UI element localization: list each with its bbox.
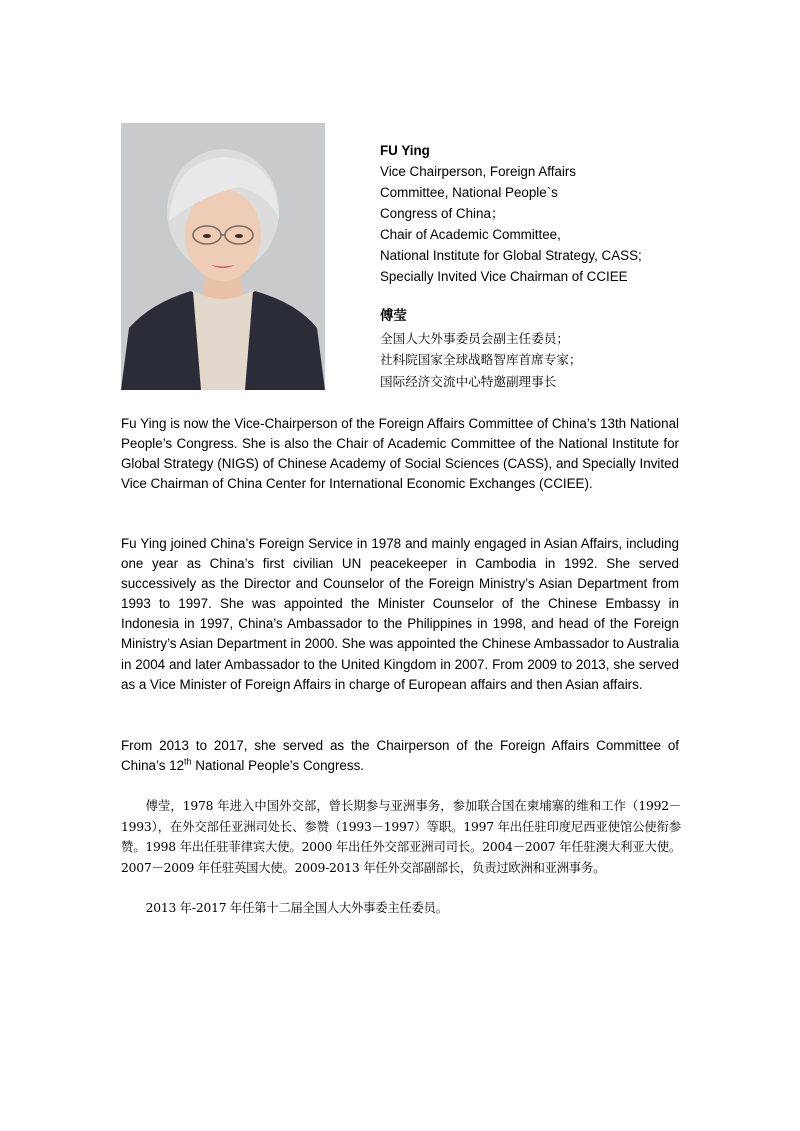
title-line-en: National Institute for Global Strategy, CASS; (380, 248, 642, 263)
title-line-zh: 社科院国家全球战略智库首席专家； (380, 352, 582, 367)
bio-zh-paragraph-career: 傅莹，1978 年进入中国外交部，曾长期参与亚洲事务，参加联合国在柬埔寨的维和工作（1992－1993），在外交部任亚洲司处长、参赞（1993－1997）等职。1997 年出任驻印度尼西亚使馆公使衔参赞。1998 年出任驻菲律宾大使。2000 年出任外交部亚洲司司长。2004－2007 年任驻澳大利亚大使。2007－2009 年任驻英国大使。2009-2013 年任外交部副部长，负责过欧洲和亚洲事务。 (121, 799, 681, 875)
title-line-en: Vice Chairperson, Foreign Affairs (380, 164, 577, 179)
portrait-photo (121, 123, 325, 390)
bio-paragraph-career: Fu Ying joined China’s Foreign Service in 1978 and mainly engaged in Asian Affairs, including one year as China’s first civilian UN peacekeeper in Cambodia in 1992. She served successively as the Director and Counselor of the Foreign Ministry’s Asian Department from 1993 to 1997. She was appointed the Minister Counselor of the Chinese Embassy in Indonesia in 1997, China’s Ambassador to the Philippines in 1998, and head of the Foreign Ministry’s Asian Department in 2000. She was appointed the Chinese Ambassador to Australia in 2004 and later Ambassador to the United Kingdom in 2007. From 2009 to 2013, she served as a Vice Minister of Foreign Affairs in charge of European affairs and then Asian affairs. (121, 536, 680, 692)
bio-zh-paragraph-npc: 2013 年-2017 年任第十二届全国人大外事委主任委员。 (145, 901, 448, 915)
title-line-en: Committee, National People`s (380, 185, 558, 200)
ordinal-suffix: th (184, 756, 192, 767)
bio-p3-text-end: National People’s Congress. (191, 758, 364, 774)
title-line-zh: 国际经济交流中心特邀副理事长 (380, 373, 557, 389)
profile-en (380, 140, 700, 287)
title-line-zh: 全国人大外事委员会副主任委员； (380, 330, 569, 346)
title-line-en: Specially Invited Vice Chairman of CCIEE (380, 269, 628, 284)
bio-paragraph-npc (121, 736, 679, 776)
profile-zh (380, 306, 700, 392)
name-en: FU Ying (380, 143, 430, 158)
title-line-en: Chair of Academic Committee, (380, 227, 561, 242)
title-line-en: Congress of China； (380, 206, 505, 221)
bio-p3-text: From 2013 to 2017, she served as the Chairperson of the Foreign Affairs Committee of China’s 12 (121, 738, 679, 774)
bio-paragraph-current-roles: Fu Ying is now the Vice-Chairperson of the Foreign Affairs Committee of China’s 13th National People’s Congress. She is also the Chair of Academic Committee of the National Institute for Global Strategy (NIGS) of Chinese Academy of Social Sciences (CASS), and Specially Invited Vice Chairman of China Center for International Economic Exchanges (CCIEE). (121, 416, 679, 492)
name-zh: 傅莹 (380, 309, 407, 324)
